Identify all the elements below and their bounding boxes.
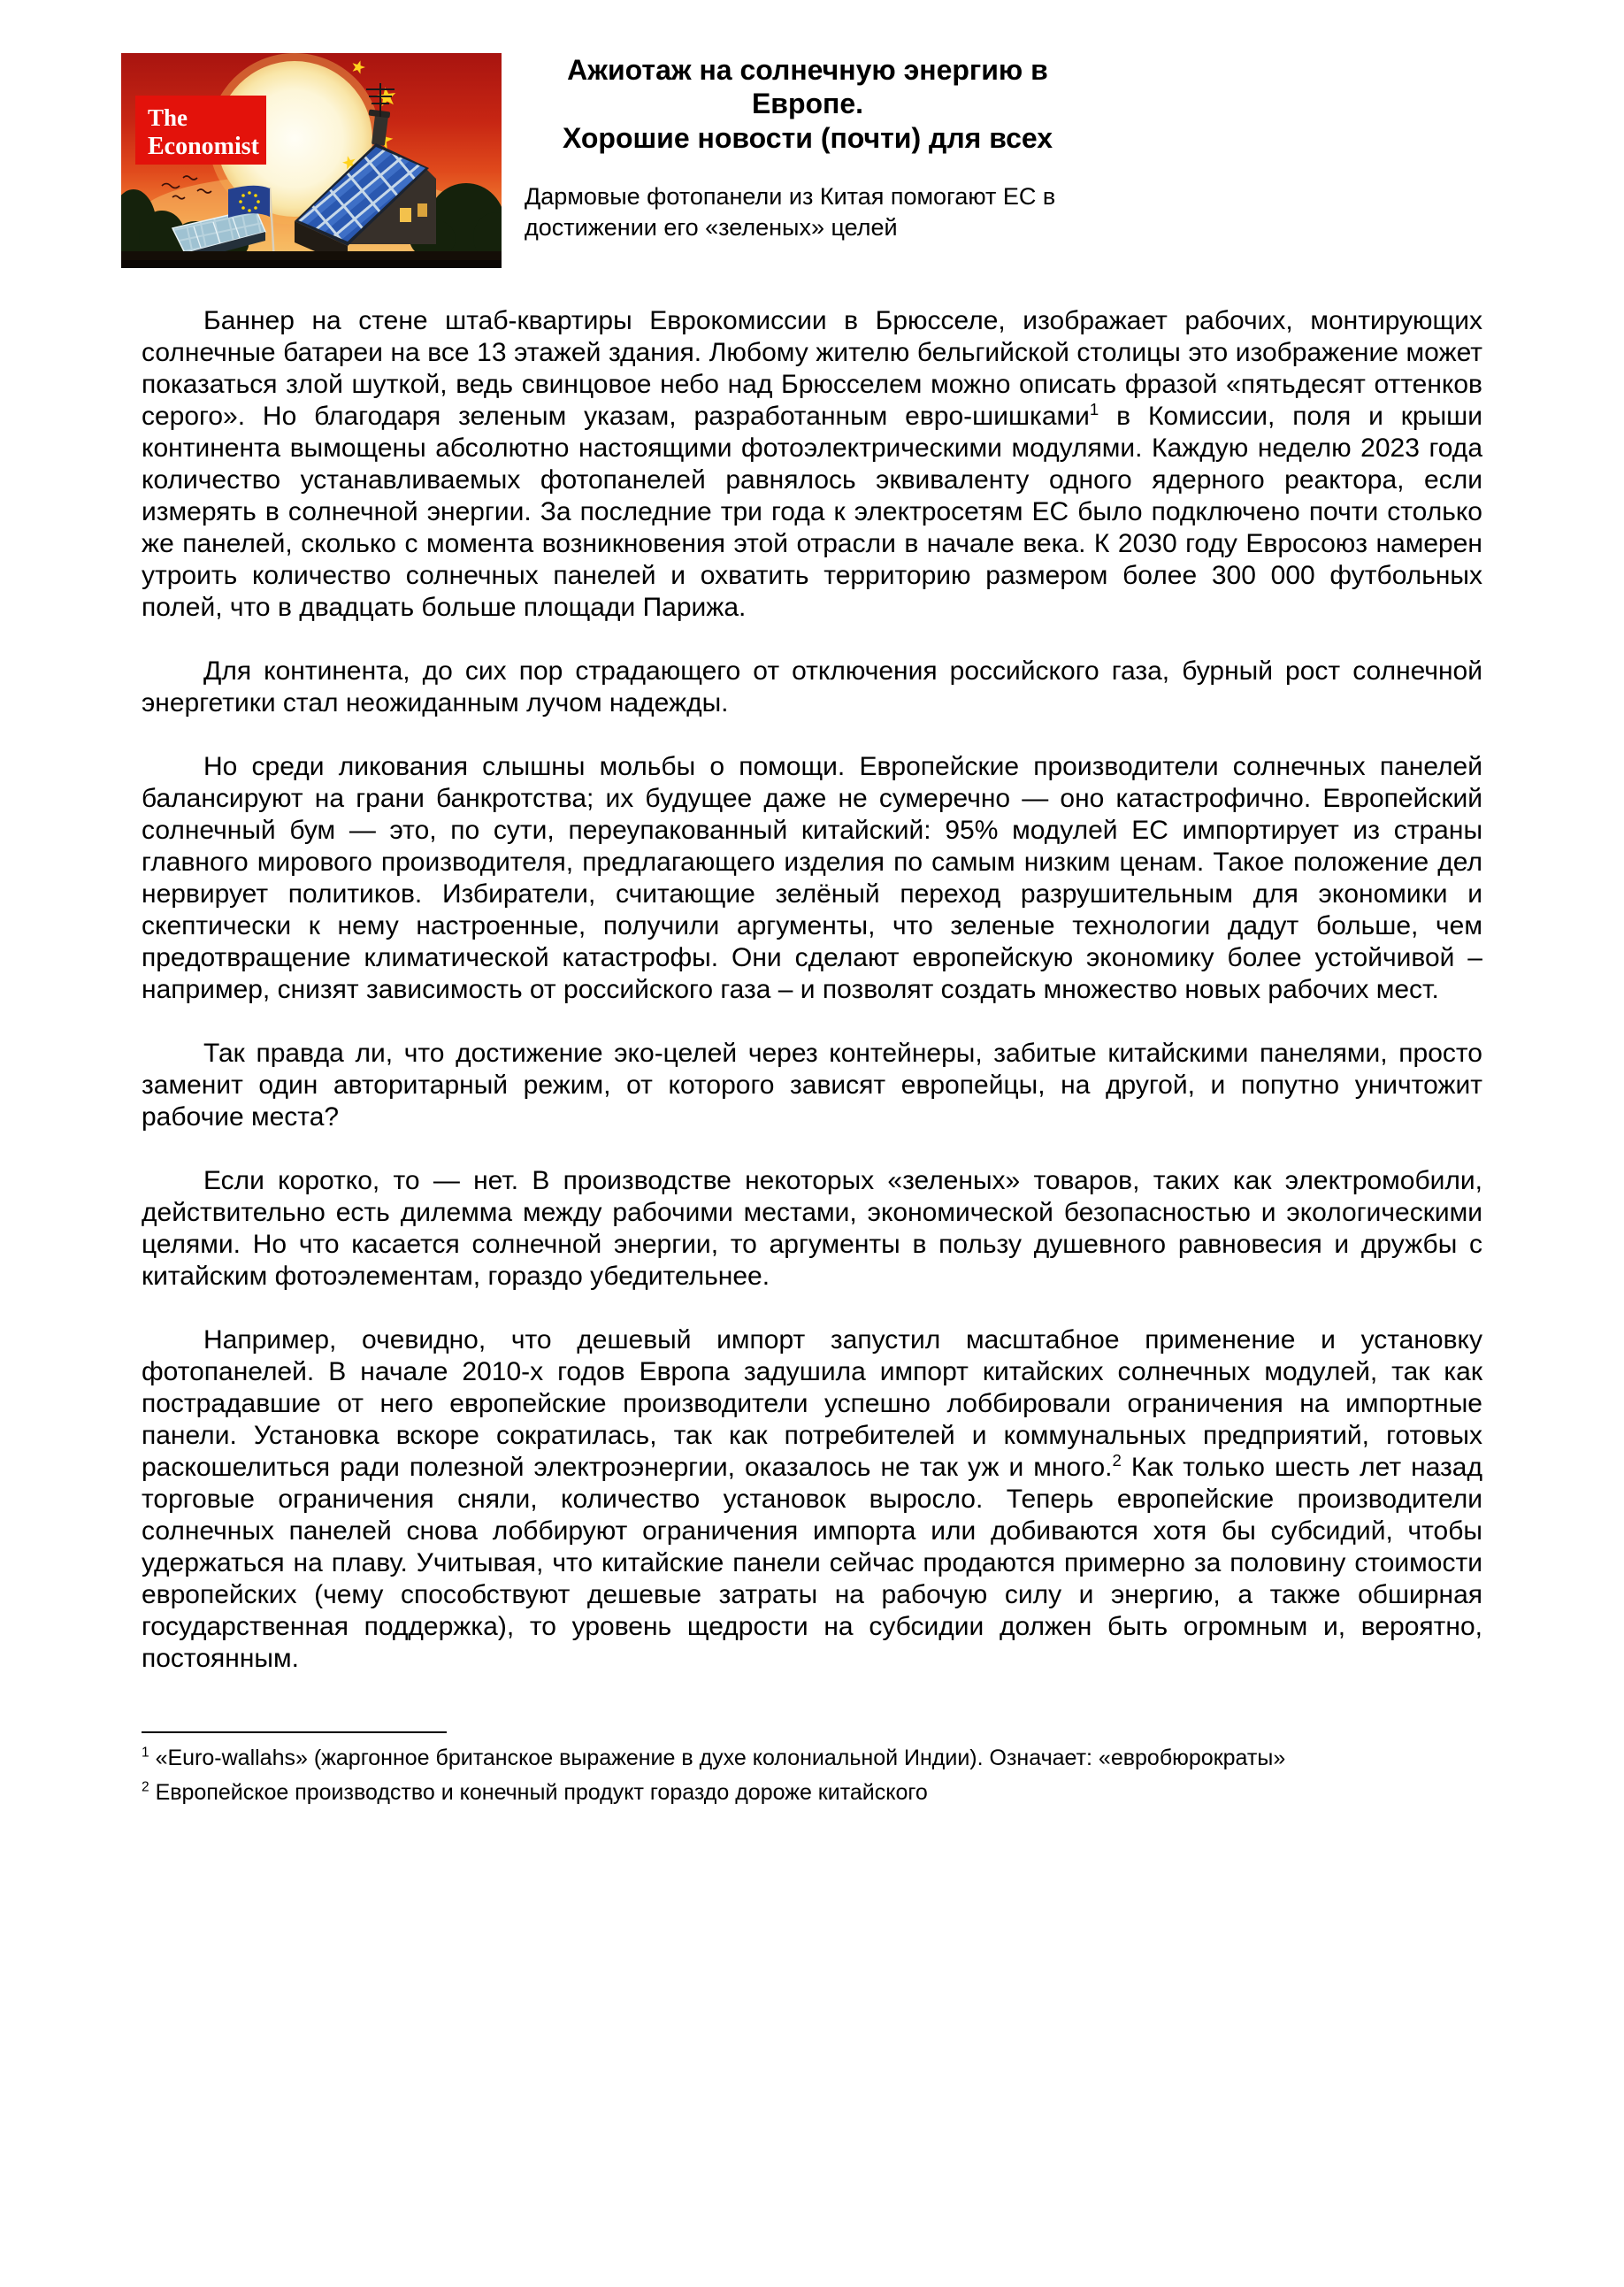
- footnote-reference: 1: [1089, 400, 1099, 418]
- footnote-separator: [142, 1731, 447, 1733]
- article-subtitle: Дармовые фотопанели из Китая помогают ЕС в достижении его «зеленых» целей: [525, 183, 1056, 242]
- title-line-2: Хорошие новости (почти) для всех: [562, 121, 1053, 154]
- ground-shadow: [121, 260, 502, 268]
- footnote-marker: 1: [142, 1745, 149, 1761]
- article-title: [525, 53, 1091, 155]
- footnote-item: $^2$ Европейское производство и конечный продукт гораздо дороже китайского: [142, 1779, 928, 1805]
- lit-window: [417, 203, 427, 217]
- footnote-list: [142, 1744, 1482, 1807]
- article-body: [142, 305, 1482, 1675]
- footnotes-section: [142, 1731, 1482, 1807]
- logo-text-the: The: [148, 104, 188, 131]
- footnote-reference: 2: [1112, 1451, 1122, 1470]
- economist-logo: [135, 96, 266, 165]
- cover-image: [121, 53, 502, 268]
- flag-cloth: [228, 186, 270, 218]
- paragraph: Но среди ликования слышны мольбы о помощи. Европейские производители солнечных панелей балансируют на грани банкротства; их будущее даже не сумеречно — оно катастрофично. Европейский солнечный бум — это, по сути, переупакованный китайский: 95% модулей ЕС импортирует из страны главного мирового производителя, предлагающего изделия по самым низким ценам. Такое положение дел нервирует политиков. Избиратели, считающие зелёный переход разрушительным для экономики и скептически к нему настроенные, получили аргументы, что зеленые технологии дадут больше, чем предотвращение климатической катастрофы. Они сделают европейскую экономику более устойчивой – например, снизят зависимость от российского газа – и позволят создать множество новых рабочих мест.: [142, 752, 1482, 1004]
- title-line-1: Ажиотаж на солнечную энергию в Европе.: [567, 54, 1048, 120]
- footnote-marker: 2: [142, 1779, 149, 1795]
- paragraph: Так правда ли, что достижение эко-целей через контейнеры, забитые китайскими панелями, просто заменит один авторитарный режим, от которого зависят европейцы, на другой, и попутно уничтожит рабочие места?: [142, 1039, 1482, 1132]
- paragraph: Если коротко, то — нет. В производстве некоторых «зеленых» товаров, таких как электромобили, действительно есть дилемма между рабочими местами, экономической безопасностью и экологическими целями. Но что касается солнечной энергии, то аргументы в пользу душевного равновесия и дружбы с китайским фотоэлементам, гораздо убедительнее.: [142, 1166, 1482, 1291]
- footnote-item: $^1$ «Euro-wallahs» (жаргонное британское выражение в духе колониальной Индии). Означает: «евробюрократы»: [142, 1745, 1286, 1770]
- lit-window: [400, 208, 411, 222]
- paragraph: Например, очевидно, что дешевый импорт запустил масштабное применение и установку фотопанелей. В начале 2010-х годов Европа задушила импорт китайских солнечных модулей, так как пострадавшие от него европейские производители успешно лоббировали ограничения на импортные панели. Установка вскоре сократилась, так как потребителей и коммунальных предприятий, готовых раскошелиться ради полезной электроэнергии, оказалось не так уж и много.$^2$ Как только шесть лет назад торговые ограничения сняли, количество установок выросло. Теперь европейские производители солнечных панелей снова лоббируют ограничения импорта или добиваются хотя бы субсидий, чтобы удержаться на плаву. Учитывая, что китайские панели сейчас продаются примерно за половину стоимости европейских (чему способствуют дешевые затраты на рабочую силу и энергию, а также обширная государственная поддержка), то уровень щедрости на субсидии должен быть огромным и, вероятно, постоянным.: [142, 1325, 1482, 1673]
- logo-text-economist: Economist: [148, 133, 259, 160]
- paragraph: Баннер на стене штаб-квартиры Еврокомиссии в Брюсселе, изображает рабочих, монтирующих солнечные батареи на все 13 этажей здания. Любому жителю бельгийской столицы это изображение может показаться злой шуткой, ведь свинцовое небо над Брюсселем можно описать фразой «пятьдесят оттенков серого». Но благодаря зеленым указам, разработанным евро-шишками$^1$ в Комиссии, поля и крыши континента вымощены абсолютно настоящими фотоэлектрическими модулями. Каждую неделю 2023 года количество устанавливаемых фотопанелей равнялось эквиваленту одного ядерного реактора, если измерять в солнечной энергии. За последние три года к электросетям ЕС было подключено почти столько же панелей, сколько с момента возникновения этой отрасли в начале века. К 2030 году Евросоюз намерен утроить количество солнечных панелей и охватить территорию размером более 300 000 футбольных полей, что в двадцать больше площади Парижа.: [142, 306, 1482, 622]
- article-header: [121, 53, 1091, 268]
- headline-block: [525, 53, 1091, 268]
- cover-illustration: [121, 53, 502, 268]
- paragraph: Для континента, до сих пор страдающего от отключения российского газа, бурный рост солнечной энергетики стал неожиданным лучом надежды.: [142, 656, 1482, 718]
- article-content: [142, 305, 1482, 1812]
